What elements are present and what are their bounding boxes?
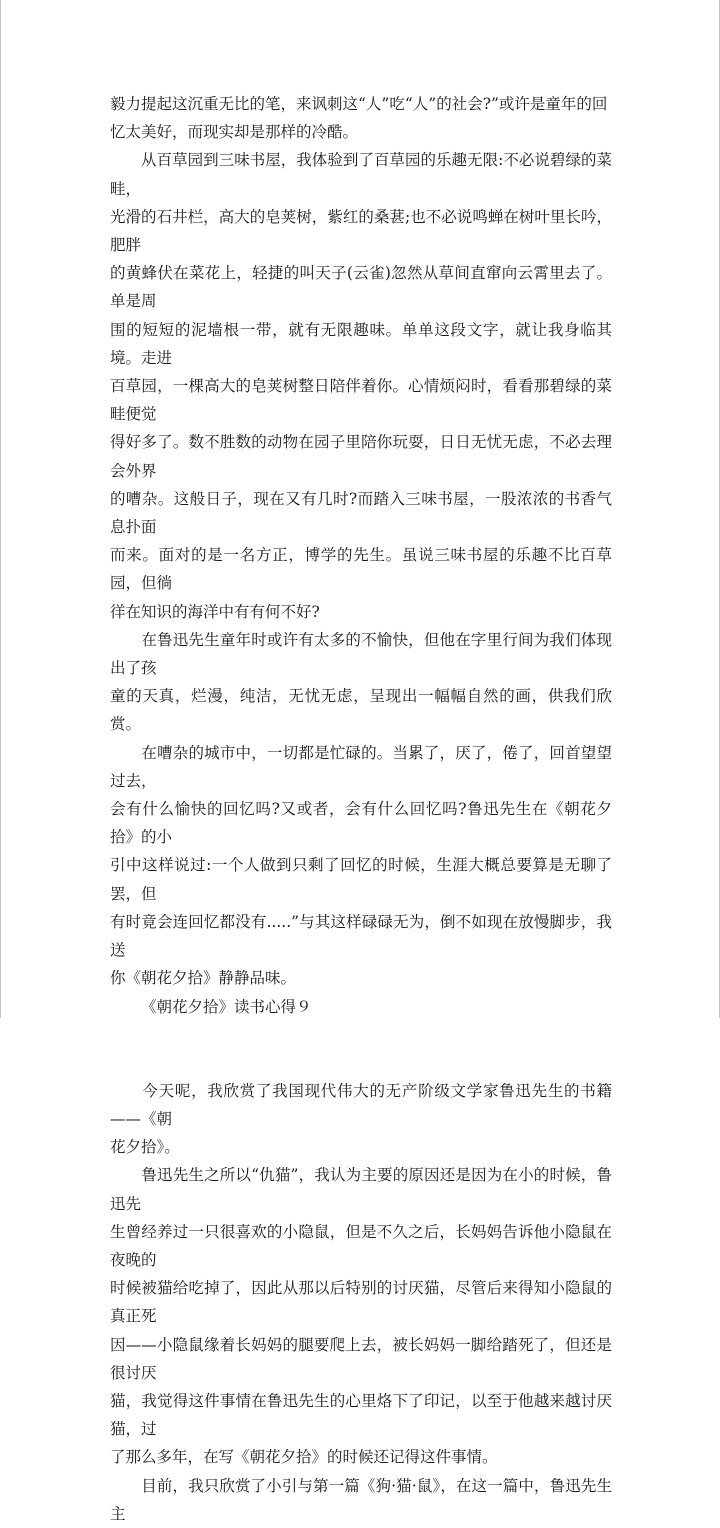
section-spacer — [110, 1021, 612, 1077]
document-body — [110, 90, 612, 1528]
paragraph: 在鲁迅先生童年时或许有太多的不愉快，但他在字里行间为我们体现出了孩 童的天真，烂漫，纯洁，无忧无虑，呈现出一幅幅自然的画，供我们欣赏。 — [110, 630, 612, 734]
paragraph: 鲁迅先生之所以“仇猫”，我认为主要的原因还是因为在小的时候，鲁迅先 生曾经养过一只很喜欢的小隐鼠，但是不久之后，长妈妈告诉他小隐鼠在夜晚的 时候被猫给吃掉了，因此从那以后特别的讨厌猫，尽管后来得知小隐鼠的真正死 因——小隐鼠缘着长妈妈的腿要爬上去，被长妈妈一脚给踏死了，但还是很讨厌 猫，我觉得这件事情在鲁迅先生的心里烙下了印记，以至于他越来越讨厌猫，过 了那么多年，在写《朝花夕拾》的时候还记得这件事情。 — [110, 1166, 612, 1467]
paragraph: 在嘈杂的城市中，一切都是忙碌的。当累了，厌了，倦了，回首望望过去， 会有什么愉快的回忆吗?又或者，会有什么回忆吗?鲁迅先生在《朝花夕拾》的小 引中这样说过:一个人做到只剩了回忆的时候，生涯大概总要算是无聊了罢，但 有时竟会连回忆都没有.....”与其这样碌碌无为，倒不如现在放慢脚步，我送 你《朝花夕拾》静静品味。 — [110, 743, 612, 988]
paragraph: 从百草园到三味书屋，我体验到了百草园的乐趣无限:不必说碧绿的菜畦， 光滑的石井栏，高大的皂荚树，紫红的桑葚;也不必说鸣蝉在树叶里长吟，肥胖 的黄蜂伏在菜花上，轻捷的叫天子(云雀)忽然从草间直窜向云霄里去了。单是周 围的短短的泥墙根一带，就有无限趣味。单单这段文字，就让我身临其境。走进 百草园，一棵高大的皂荚树整日陪伴着你。心情烦闷时，看看那碧绿的菜畦便觉 得好多了。数不胜数的动物在园子里陪你玩耍，日日无忧无虑，不必去理会外界 的嘈杂。这般日子，现在又有几时?而踏入三味书屋，一股浓浓的书香气息扑面 而来。面对的是一名方正，博学的先生。虽说三味书屋的乐趣不比百草园，但徜 徉在知识的海洋中有有何不好? — [110, 151, 612, 621]
section-heading: 《朝花夕拾》读书心得９ — [141, 997, 312, 1016]
paragraph: 毅力提起这沉重无比的笔，来讽刺这“人”吃“人”的社会?”或许是童年的回 忆太美好，而现实却是那样的冷酷。 — [110, 95, 608, 142]
paragraph: 目前，我只欣赏了小引与第一篇《狗·猫·鼠》，在这一篇中，鲁迅先生主 — [110, 1476, 612, 1523]
page-left-edge — [0, 0, 1, 1018]
paragraph: 今天呢，我欣赏了我国现代伟大的无产阶级文学家鲁迅先生的书籍——《朝 花夕拾》。 — [110, 1081, 612, 1157]
